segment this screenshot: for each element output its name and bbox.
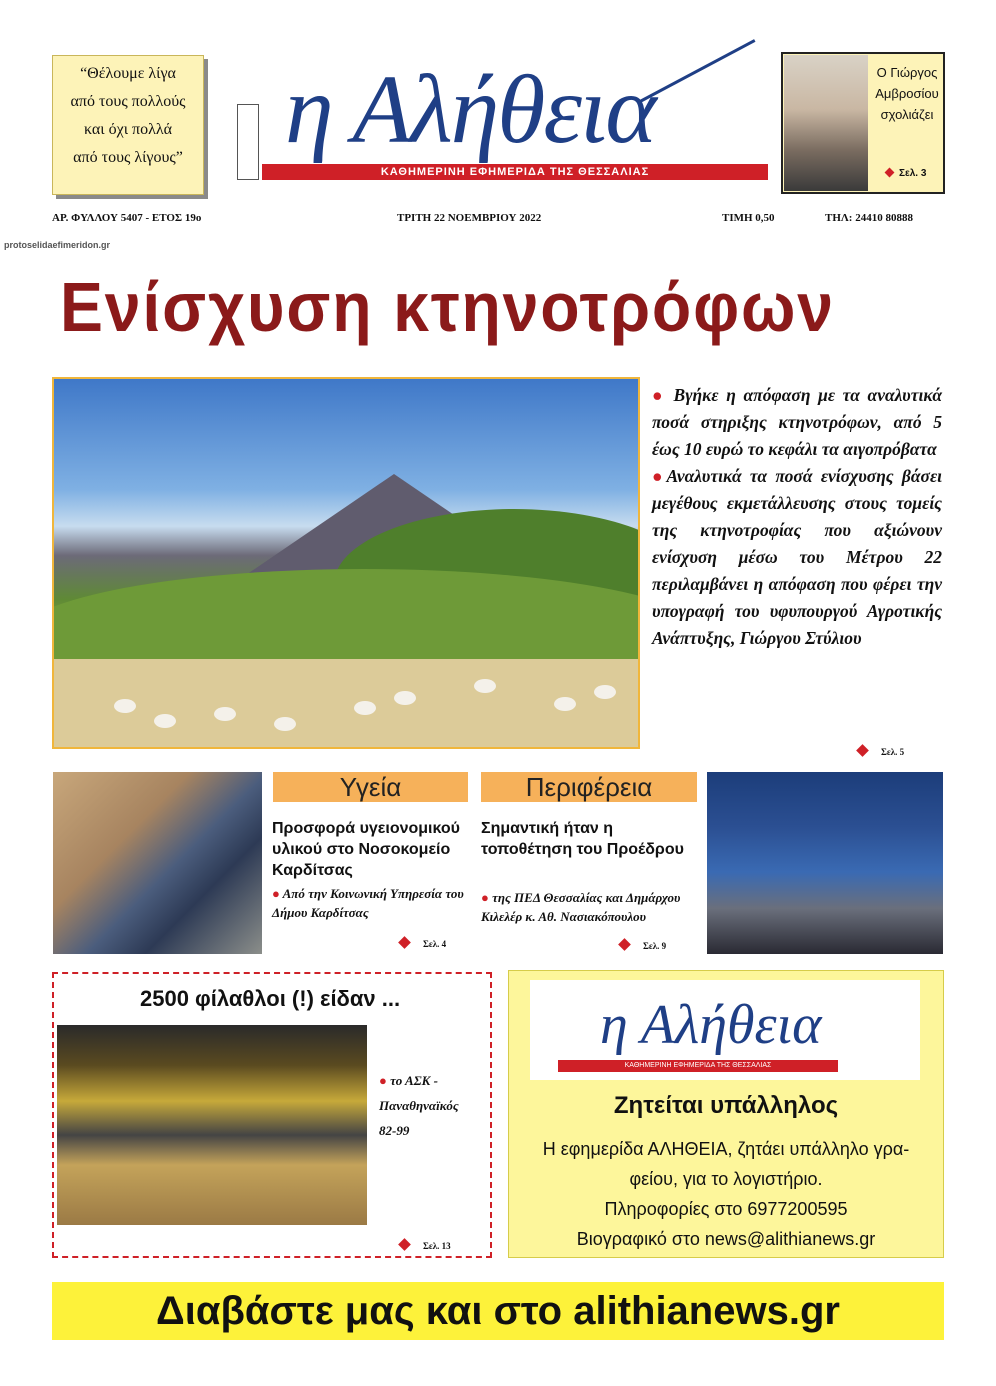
health-page: Σελ. 4 [400,938,446,949]
columnist-page: Σελ. 3 [886,168,926,179]
region-page: Σελ. 9 [620,940,666,951]
source-tag: protoselidaefimeridon.gr [4,240,111,250]
ad-logo-subtitle: ΚΑΘΗΜΕΡΙΝΗ ΕΦΗΜΕΡΙΔΑ ΤΗΣ ΘΕΣΣΑΛΙΑΣ [558,1060,838,1072]
region-subtext: ● της ΠΕΔ Θεσσαλίας και Δημάρχου Κιλελέρ κ. Αθ. Νασιακόπουλου [481,890,681,924]
quote-line: από τους λίγους” [73,149,183,166]
columnist-photo [784,55,868,191]
phone-number: ΤΗΛ: 24410 80888 [825,212,913,224]
health-photo [53,772,262,954]
ad-title: Ζητείται υπάλληλος [613,1092,839,1119]
quote-line: από τους πολλούς [70,93,186,110]
issue-number: ΑΡ. ΦΥΛΛΟΥ 5407 - ΕΤΟΣ 19ο [52,212,202,224]
lead-paragraph-2: ●Αναλυτικά τα ποσά ενίσχυσης βάσει μεγέθους εκμετάλλευσης στους τομείς της κτηνοτροφίας που αξιώνουν ενίσχυση μέσω του Μέτρου 22 περιλαμβάνει η απόφαση που φέρει την υπογραφή του υφυπουργού Αγροτικής Ανάπτυξης, Γιώργου Στύλιου [652,466,943,648]
quote-line: και όχι πολλά [84,121,172,138]
main-headline[interactable]: Ενίσχυση κτηνοτρόφων [60,268,835,346]
ad-logo: η Αλήθεια [600,994,822,1056]
ad-text: Η εφημερίδα ΑΛΗΘΕΙΑ, ζητάει υπάλληλο γρα- φείου, για το λογιστήριο. Πληροφορίες στο 6977200595 Βιογραφικό στο news@alithianews.gr [542,1139,910,1249]
health-tag[interactable]: Υγεία [273,772,468,802]
lead-text [652,382,942,652]
region-tag[interactable]: Περιφέρεια [481,772,697,802]
main-photo [52,377,640,749]
diamond-icon [856,744,869,757]
eiea-badge [237,104,259,180]
quote-box [52,55,204,195]
columnist-text: Ο Γιώργος Αμβροσίου σχολιάζει [875,65,939,122]
footer-banner[interactable]: Διαβάστε μας και στο alithianews.gr [52,1282,944,1340]
diamond-icon [398,936,411,949]
lead-paragraph-1: ● Βγήκε η απόφαση με τα αναλυτικά ποσά στηριξης κτηνοτρόφων, από 5 έως 10 ευρώ το κεφάλι τα αιγοπρόβατα [652,385,942,459]
issue-date: ΤΡΙΤΗ 22 ΝΟΕΜΒΡΙΟΥ 2022 [397,212,542,224]
region-headline[interactable]: Σημαντική ήταν η τοποθέτηση του Προέδρου [481,820,684,858]
diamond-icon [618,938,631,951]
conference-photo [707,772,943,954]
masthead-logo[interactable]: η Αλήθεια [285,56,655,164]
sports-title[interactable]: 2500 φίλαθλοι (!) είδαν ... [140,986,401,1011]
sports-text: ● το ΑΣΚ - Παναθηναϊκός 82-99 [379,1073,459,1138]
health-headline[interactable]: Προσφορά υγειονομικού υλικού στο Νοσοκομείο Καρδίτσας [272,820,460,879]
health-subtext: ● Από την Κοινωνική Υπηρεσία του Δήμου Καρδίτσας [272,886,464,920]
issue-price: ΤΙΜΗ 0,50 [722,212,775,224]
lead-page: Σελ. 5 [858,746,904,757]
pen-icon [639,39,755,103]
diamond-icon [885,168,895,178]
sports-photo [57,1025,367,1225]
quote-line: “Θέλουμε λίγα [80,65,176,82]
masthead-subtitle: ΚΑΘΗΜΕΡΙΝΗ ΕΦΗΜΕΡΙΔΑ ΤΗΣ ΘΕΣΣΑΛΙΑΣ [262,164,768,180]
diamond-icon [398,1238,411,1251]
sports-page: Σελ. 13 [400,1240,451,1251]
